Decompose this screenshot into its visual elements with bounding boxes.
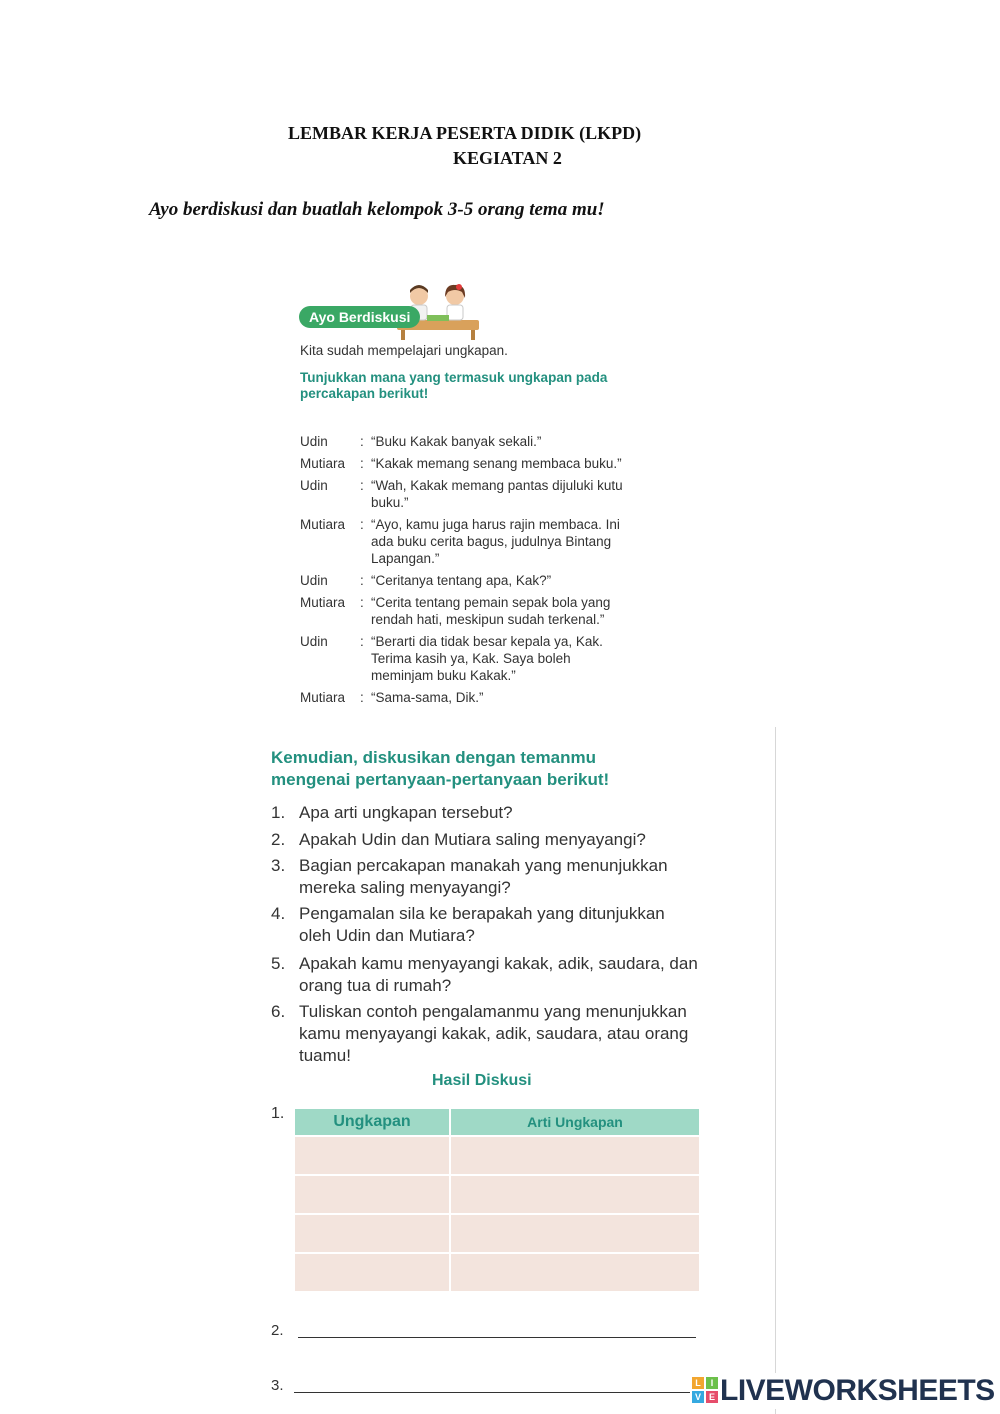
question-text: Bagian percakapan manakah yang menunjukkan mereka saling menyayangi? — [299, 856, 668, 897]
dialogue-line — [300, 477, 670, 511]
answer-line-2[interactable] — [298, 1337, 696, 1338]
logo-square-v: V — [692, 1391, 704, 1403]
question-number: 3. — [271, 856, 286, 875]
task-text-line2: percakapan berikut! — [300, 386, 429, 401]
header-arti-ungkapan: Arti Ungkapan — [450, 1109, 699, 1136]
dialogue-colon: : — [360, 517, 364, 532]
dialogue-line — [300, 633, 670, 684]
page-margin-line — [775, 727, 776, 1414]
watermark-text: LIVEWORKSHEETS — [720, 1374, 995, 1407]
dialogue-text: “Ceritanya tentang apa, Kak?” — [371, 573, 552, 588]
task-text-line1: Tunjukkan mana yang termasuk ungkapan pada — [300, 370, 608, 385]
dialogue-speaker: Udin — [300, 573, 328, 588]
dialogue-speaker: Mutiara — [300, 690, 346, 705]
results-table — [295, 1109, 699, 1291]
question-item — [271, 802, 711, 824]
question-text: Apakah Udin dan Mutiara saling menyayangi? — [299, 830, 646, 849]
question-text: Apa arti ungkapan tersebut? — [299, 803, 513, 822]
question-item — [271, 953, 711, 997]
worksheet-subtitle: KEGIATAN 2 — [453, 148, 562, 168]
intro-text: Kita sudah mempelajari ungkapan. — [300, 343, 508, 358]
dialogue-line — [300, 433, 670, 450]
results-heading: Hasil Diskusi — [432, 1072, 532, 1089]
question-number: 5. — [271, 954, 286, 973]
question-item — [271, 1001, 711, 1067]
dialogue-text: “Wah, Kakak memang pantas dijuluki kutu buku.” — [371, 478, 623, 510]
liveworksheets-logo — [690, 1373, 995, 1409]
table-row — [295, 1253, 699, 1291]
question-text: Tuliskan contoh pengalamanmu yang menunjukkan kamu menyayangi kakak, adik, saudara, atau orang tuamu! — [299, 1002, 689, 1065]
question-item — [271, 855, 711, 899]
dialogue-text: “Cerita tentang pemain sepak bola yang rendah hati, meskipun sudah terkenal.” — [371, 595, 611, 627]
results-table-header — [295, 1109, 699, 1136]
question-text: Pengamalan sila ke berapakah yang ditunjukkan oleh Udin dan Mutiara? — [299, 904, 665, 945]
dialogue-colon: : — [360, 434, 364, 449]
result-number-3: 3. — [271, 1377, 284, 1394]
dialogue-line — [300, 689, 670, 706]
question-item — [271, 903, 711, 947]
result-number-2: 2. — [271, 1322, 284, 1339]
result-number-1: 1. — [271, 1105, 285, 1122]
ayo-berdiskusi-badge: Ayo Berdiskusi — [299, 306, 420, 328]
question-number: 6. — [271, 1002, 286, 1021]
dialogue-speaker: Udin — [300, 478, 328, 493]
ungkapan-cell[interactable] — [295, 1136, 450, 1175]
table-row — [295, 1214, 699, 1253]
dialogue-text: “Berarti dia tidak besar kepala ya, Kak. Terima kasih ya, Kak. Saya boleh meminjam buku Kakak.” — [371, 634, 603, 683]
dialogue-text: “Kakak memang senang membaca buku.” — [371, 456, 622, 471]
dialogue-line — [300, 572, 670, 589]
dialogue-colon: : — [360, 456, 364, 471]
question-number: 4. — [271, 904, 286, 923]
dialogue-speaker: Udin — [300, 634, 328, 649]
question-number: 2. — [271, 830, 286, 849]
dialogue-colon: : — [360, 690, 364, 705]
discussion-heading-line1: Kemudian, diskusikan dengan temanmu — [271, 748, 596, 767]
ungkapan-cell[interactable] — [295, 1253, 450, 1291]
dialogue-colon: : — [360, 595, 364, 610]
dialogue-text: “Sama-sama, Dik.” — [371, 690, 484, 705]
question-item — [271, 829, 711, 851]
logo-square-e: E — [706, 1391, 718, 1403]
worksheet-title: LEMBAR KERJA PESERTA DIDIK (LKPD) — [288, 123, 642, 143]
logo-square-l: L — [692, 1377, 704, 1389]
dialogue-line — [300, 455, 670, 472]
answer-line-3[interactable] — [294, 1392, 692, 1393]
instruction-text: Ayo berdiskusi dan buatlah kelompok 3-5 orang tema mu! — [149, 199, 605, 220]
header-ungkapan: Ungkapan — [295, 1109, 450, 1136]
question-text: Apakah kamu menyayangi kakak, adik, saudara, dan orang tua di rumah? — [299, 954, 698, 995]
arti-cell[interactable] — [450, 1253, 699, 1291]
dialogue-speaker: Mutiara — [300, 595, 346, 610]
discussion-heading-line2: mengenai pertanyaan-pertanyaan berikut! — [271, 770, 610, 789]
dialogue-text: “Buku Kakak banyak sekali.” — [371, 434, 542, 449]
arti-cell[interactable] — [450, 1175, 699, 1214]
dialogue-line — [300, 594, 670, 628]
arti-cell[interactable] — [450, 1214, 699, 1253]
dialogue-speaker: Udin — [300, 434, 328, 449]
table-row — [295, 1175, 699, 1214]
question-number: 1. — [271, 803, 286, 822]
ungkapan-cell[interactable] — [295, 1175, 450, 1214]
dialogue-colon: : — [360, 573, 364, 588]
table-row — [295, 1136, 699, 1175]
arti-cell[interactable] — [450, 1136, 699, 1175]
dialogue-speaker: Mutiara — [300, 517, 346, 532]
logo-square-i: I — [706, 1377, 718, 1389]
dialogue-colon: : — [360, 478, 364, 493]
ungkapan-cell[interactable] — [295, 1214, 450, 1253]
dialogue-text: “Ayo, kamu juga harus rajin membaca. Ini ada buku cerita bagus, judulnya Bintang Lapangan.” — [371, 517, 620, 566]
logo-squares-icon — [692, 1377, 718, 1403]
dialogue-speaker: Mutiara — [300, 456, 346, 471]
dialogue-line — [300, 516, 670, 567]
dialogue-colon: : — [360, 634, 364, 649]
